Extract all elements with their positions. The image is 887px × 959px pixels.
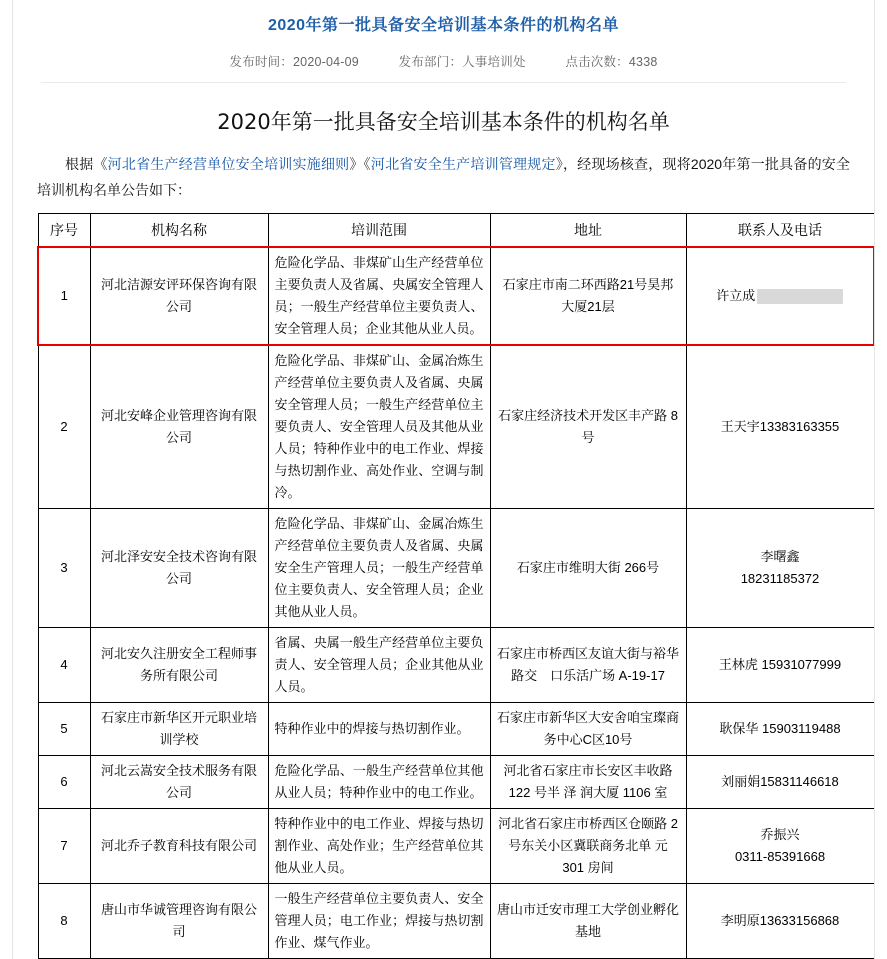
table-row (38, 703, 874, 756)
cell-name: 石家庄市新华区开元职业培训学校 (90, 703, 268, 756)
cell-contact (686, 809, 874, 884)
cell-scope: 特种作业中的焊接与热切割作业。 (268, 703, 490, 756)
cell-scope: 危险化学品、一般生产经营单位其他从业人员；特种作业中的电工作业。 (268, 756, 490, 809)
cell-name: 河北泽安安全技术咨询有限公司 (90, 509, 268, 628)
view-count (565, 52, 657, 70)
cell-address: 河北省石家庄市桥西区仓颐路 2 号东关小区冀联商务北单 元 301 房间 (490, 809, 686, 884)
column-header-name: 机构名称 (90, 214, 268, 248)
publish-dept-value: 人事培训处 (462, 55, 526, 69)
regulation-link-1[interactable]: 河北省生产经营单位安全培训实施细则 (107, 156, 350, 172)
regulation-link-2[interactable]: 河北省安全生产培训管理规定 (370, 156, 556, 172)
cell-no: 5 (38, 703, 90, 756)
cell-no: 4 (38, 628, 90, 703)
publish-time (230, 52, 359, 70)
document-content (13, 0, 874, 959)
cell-no: 8 (38, 884, 90, 959)
contact-phone: 0311-85391668 (734, 849, 826, 864)
table-body (38, 247, 874, 959)
table-row (38, 884, 874, 959)
contact-phone: 18231185372 (740, 571, 820, 586)
redacted-phone-bar (757, 289, 843, 304)
cell-contact: 耿保华 15903119488 (686, 703, 874, 756)
cell-address: 唐山市迁安市理工大学创业孵化基地 (490, 884, 686, 959)
cell-scope: 一般生产经营单位主要负责人、安全管理人员；电工作业；焊接与热切割作业、煤气作业。 (268, 884, 490, 959)
table-header-row (38, 214, 874, 248)
table-row (38, 756, 874, 809)
cell-contact: 刘丽娟15831146618 (686, 756, 874, 809)
cell-contact: 李明原13633156868 (686, 884, 874, 959)
table-row (38, 247, 874, 345)
cell-scope: 省属、央属一般生产经营单位主要负责人、安全管理人员；企业其他从业人员。 (268, 628, 490, 703)
table-row (38, 509, 874, 628)
page-title: 2020年第一批具备安全培训基本条件的机构名单 (267, 17, 620, 34)
publish-time-value: 2020-04-09 (293, 55, 359, 69)
view-count-label: 点击次数： (565, 55, 629, 69)
cell-address: 河北省石家庄市长安区丰收路 122 号半 泽 润大厦 1106 室 (490, 756, 686, 809)
cell-scope: 特种作业中的电工作业、焊接与热切割作业、高处作业；生产经营单位其他从业人员。 (268, 809, 490, 884)
column-header-address: 地址 (490, 214, 686, 248)
intro-prefix: 根据《 (65, 156, 108, 172)
cell-contact (686, 247, 874, 345)
cell-no: 1 (38, 247, 90, 345)
column-header-contact: 联系人及电话 (686, 214, 874, 248)
column-header-scope: 培训范围 (268, 214, 490, 248)
publish-dept (399, 52, 526, 70)
document-title: 2020年第一批具备安全培训基本条件的机构名单 (217, 110, 670, 134)
contact-name: 乔振兴 (760, 827, 800, 842)
cell-contact (686, 509, 874, 628)
cell-name: 唐山市华诚管理咨询有限公司 (90, 884, 268, 959)
organization-table (37, 213, 875, 959)
cell-address: 石家庄市新华区大安舍咱宝璨商务中心C区10号 (490, 703, 686, 756)
cell-no: 6 (38, 756, 90, 809)
table-row (38, 628, 874, 703)
view-count-value: 4338 (628, 55, 658, 69)
cell-no: 3 (38, 509, 90, 628)
cell-name: 河北洁源安评环保咨询有限公司 (90, 247, 268, 345)
contact-name: 李曙鑫 (760, 549, 800, 564)
contact-name: 许立成 (716, 288, 756, 303)
cell-address: 石家庄市桥西区友谊大街与裕华路交 口乐活广场 A-19-17 (490, 628, 686, 703)
intro-mid: 》《 (349, 156, 371, 172)
publish-time-label: 发布时间： (229, 55, 294, 69)
cell-scope: 危险化学品、非煤矿山、金属冶炼生产经营单位主要负责人及省属、央属安全管理人员；一般生产经营单位主要负责人、安全管理人员及其他从业人员；特种作业中的电工作业、焊接与热切割作业、高处作业、空调与制冷。 (268, 345, 490, 509)
cell-name: 河北云嵩安全技术服务有限公司 (90, 756, 268, 809)
cell-scope: 危险化学品、非煤矿山生产经营单位主要负责人及省属、央属安全管理人员；一般生产经营单位主要负责人、安全管理人员；企业其他从业人员。 (268, 247, 490, 345)
right-rail (874, 0, 887, 959)
cell-name: 河北安久注册安全工程师事务所有限公司 (90, 628, 268, 703)
cell-address: 石家庄市南二环西路21号昊邦大厦21层 (490, 247, 686, 345)
cell-no: 2 (38, 345, 90, 509)
cell-address: 石家庄市维明大街 266号 (490, 509, 686, 628)
cell-no: 7 (38, 809, 90, 884)
cell-address: 石家庄经济技术开发区丰产路 8 号 (490, 345, 686, 509)
table-row (38, 809, 874, 884)
left-rail (0, 0, 13, 959)
cell-contact: 王天宇13383163355 (686, 345, 874, 509)
intro-paragraph (37, 151, 850, 203)
header-divider (41, 82, 846, 83)
column-header-no: 序号 (38, 214, 90, 248)
cell-contact: 王林虎 15931077999 (686, 628, 874, 703)
publish-dept-label: 发布部门： (398, 55, 463, 69)
table-row (38, 345, 874, 509)
cell-scope: 危险化学品、非煤矿山、金属冶炼生产经营单位主要负责人及省属、央属安全生产管理人员；一般生产经营单位主要负责人、安全管理人员；企业其他从业人员。 (268, 509, 490, 628)
intro-suffix: 》，经现场核查，现将2020年第一批具备的安全培训机构名单公告如下： (37, 156, 851, 198)
cell-name: 河北安峰企业管理咨询有限公司 (90, 345, 268, 509)
cell-name: 河北乔子教育科技有限公司 (90, 809, 268, 884)
article-meta (13, 52, 874, 70)
